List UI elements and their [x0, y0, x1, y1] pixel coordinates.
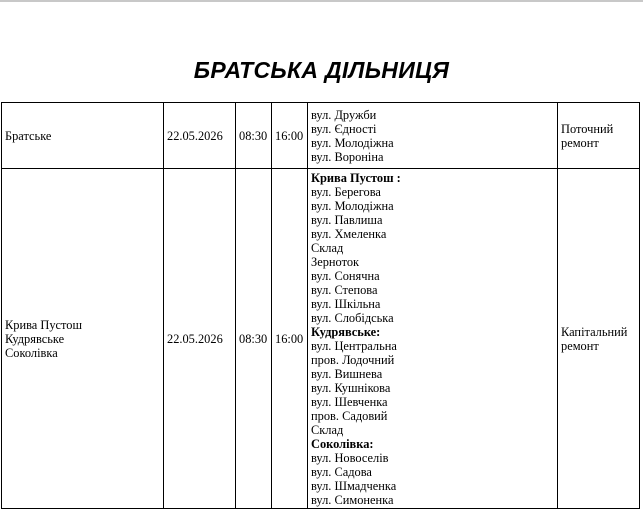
street-name: вул. Вороніна [311, 149, 384, 164]
location-name: Крива Пустош [5, 317, 83, 332]
street-name: вул. Симоненка [311, 492, 394, 507]
outage-schedule-table [1, 102, 640, 509]
streets-cell [308, 103, 558, 169]
street-name: Склад [311, 422, 344, 437]
street-name: вул. Хмеленка [311, 226, 387, 241]
end-time-cell: 16:00 [272, 103, 308, 169]
start-time-cell: 08:30 [236, 103, 272, 169]
work-type-text: Капітальний [561, 324, 628, 339]
work-type-cell [558, 103, 640, 169]
location-cell [2, 103, 164, 169]
work-type-text: ремонт [561, 135, 599, 150]
street-name: вул. Центральна [311, 338, 397, 353]
street-name: вул. Шкільна [311, 296, 381, 311]
street-name: вул. Сонячна [311, 268, 380, 283]
street-name: вул. Новоселів [311, 450, 389, 465]
start-time-cell: 08:30 [236, 169, 272, 509]
streets-cell [308, 169, 558, 509]
street-name: вул. Молодіжна [311, 198, 394, 213]
work-type-text: ремонт [561, 338, 599, 353]
street-name: вул. Слобідська [311, 310, 394, 325]
street-name: вул. Павлиша [311, 212, 383, 227]
section-title: БРАТСЬКА ДІЛЬНИЦЯ [193, 57, 450, 83]
location-name: Братське [5, 128, 52, 143]
street-name: вул. Дружби [311, 107, 377, 122]
location-name: Кудрявське [5, 331, 65, 346]
street-name: пров. Лодочний [311, 352, 395, 367]
street-name: Склад [311, 240, 344, 255]
street-name: пров. Садовий [311, 408, 388, 423]
location-name: Соколівка [5, 345, 58, 360]
top-border-line [0, 0, 643, 2]
street-name: вул. Вишнева [311, 366, 383, 381]
street-name: вул. Шмадченка [311, 478, 397, 493]
settlement-heading: Соколівка: [311, 436, 374, 451]
street-name: вул. Берегова [311, 184, 381, 199]
date-cell: 22.05.2026 [164, 103, 236, 169]
work-type-cell [558, 169, 640, 509]
street-name: вул. Кушнікова [311, 380, 391, 395]
settlement-heading: Крива Пустош : [311, 170, 401, 185]
street-name: вул. Садова [311, 464, 372, 479]
street-name: вул. Степова [311, 282, 378, 297]
location-cell [2, 169, 164, 509]
date-cell: 22.05.2026 [164, 169, 236, 509]
table-row [2, 103, 640, 169]
street-name: вул. Молодіжна [311, 135, 394, 150]
street-name: Зерноток [311, 254, 360, 269]
street-name: вул. Шевченка [311, 394, 388, 409]
table-row [2, 169, 640, 509]
end-time-cell: 16:00 [272, 169, 308, 509]
street-name: вул. Єдності [311, 121, 377, 136]
work-type-text: Поточний [561, 121, 614, 136]
settlement-heading: Кудрявське: [311, 324, 381, 339]
